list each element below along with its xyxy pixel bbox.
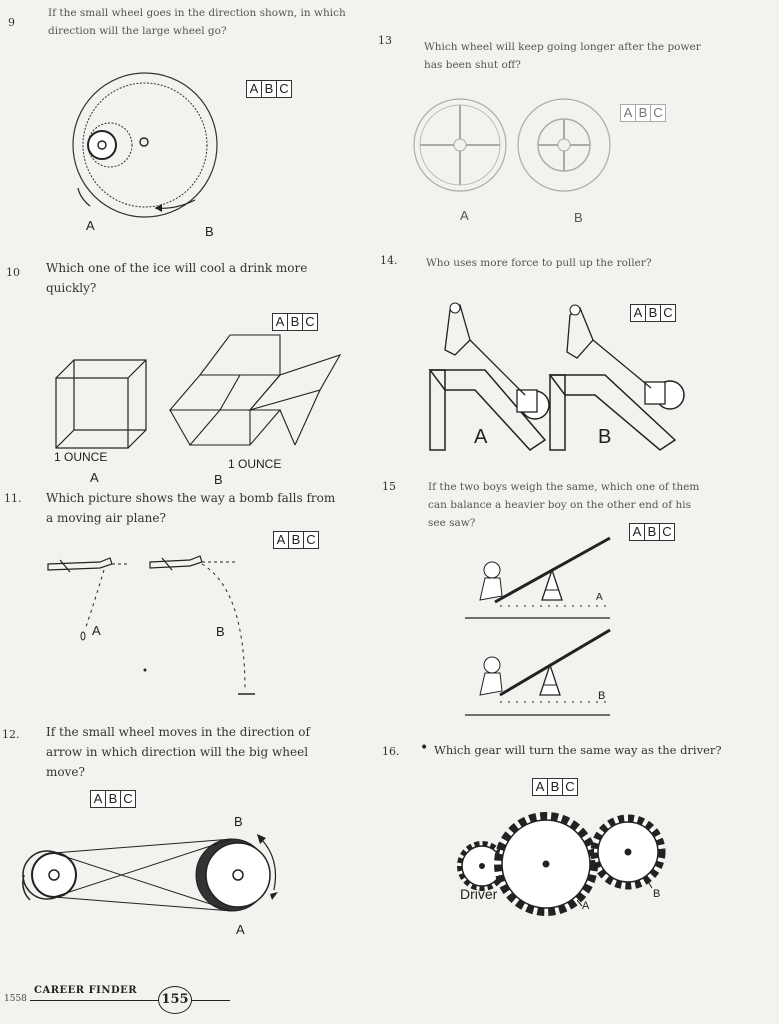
q15-seesaw-diagram	[460, 530, 720, 720]
q16-label-driver: Driver	[460, 886, 498, 902]
q12-option-a[interactable]: A	[91, 791, 106, 807]
q15-option-b[interactable]: B	[645, 524, 660, 540]
q14-option-b[interactable]: B	[646, 305, 661, 321]
q14-option-a[interactable]: A	[631, 305, 646, 321]
q10-option-c[interactable]: C	[305, 314, 315, 329]
q11-option-c[interactable]: C	[306, 532, 316, 547]
q14-label-b: B	[598, 426, 612, 448]
q15-text: If the two boys weigh the same, which one of them can balance a heavier boy on the other end of his see saw?	[428, 481, 700, 529]
q10-caption-b: 1 OUNCE	[228, 457, 282, 471]
q16-options[interactable]	[532, 778, 578, 796]
q12-options[interactable]	[90, 790, 136, 808]
q10-ice-cube-diagram	[50, 350, 350, 450]
q14-number: 14.	[380, 254, 398, 267]
q9-label-a: A	[86, 218, 95, 233]
q12-text: If the small wheel moves in the direction of arrow in which direction will the big wheel move?	[46, 725, 310, 779]
q10-options[interactable]	[272, 313, 318, 331]
q13-option-c[interactable]: C	[653, 105, 663, 120]
q16-bullet: •	[420, 740, 429, 756]
q13-number: 13	[378, 34, 392, 47]
q9-option-c[interactable]: C	[279, 81, 289, 96]
q11-text: Which picture shows the way a bomb falls from a moving air plane?	[46, 491, 336, 525]
q11-option-a[interactable]: A	[274, 532, 289, 548]
q16-option-c[interactable]: C	[565, 779, 575, 794]
footer-page-number: 155	[158, 986, 192, 1014]
footer-brand: CAREER FINDER	[34, 985, 138, 996]
q15-option-a[interactable]: A	[630, 524, 645, 540]
q13-option-a[interactable]: A	[621, 105, 636, 121]
q9-option-b[interactable]: B	[262, 81, 277, 97]
q12-label-a: A	[236, 922, 245, 937]
q11-label-b: B	[216, 624, 225, 639]
q14-roller-diagram	[425, 300, 715, 450]
q9-option-a[interactable]: A	[247, 81, 262, 97]
q9-label-b: B	[205, 224, 214, 239]
q11-bomb-path-diagram	[40, 550, 260, 700]
q10-label-a: A	[90, 470, 99, 485]
q15-number: 15	[382, 480, 396, 493]
q11-number: 11.	[4, 492, 22, 505]
q14-text: Who uses more force to pull up the roller?	[426, 257, 652, 269]
q16-label-b: B	[653, 888, 661, 900]
q14-option-c[interactable]: C	[663, 305, 673, 320]
q9-text: If the small wheel goes in the direction shown, in which direction will the large wheel go?	[48, 7, 346, 37]
q13-flywheel-diagram	[412, 85, 622, 205]
q12-belt-diagram	[12, 820, 282, 930]
q13-options[interactable]	[620, 104, 666, 122]
q16-gear-diagram	[452, 808, 672, 928]
q11-option-b[interactable]: B	[289, 532, 304, 548]
q12-label-b: B	[234, 814, 243, 829]
q10-text: Which one of the ice will cool a drink more quickly?	[46, 261, 308, 295]
footer-code: 1558	[4, 994, 27, 1004]
q13-option-b[interactable]: B	[636, 105, 651, 121]
q10-number: 10	[6, 266, 20, 279]
q10-option-b[interactable]: B	[288, 314, 303, 330]
q16-label-a: A	[582, 900, 590, 912]
q10-option-a[interactable]: A	[273, 314, 288, 330]
q9-number: 9	[8, 16, 15, 29]
q12-number: 12.	[2, 728, 20, 741]
q16-option-a[interactable]: A	[533, 779, 548, 795]
q10-caption-a: 1 OUNCE	[54, 450, 108, 464]
q15-label-a: A	[596, 592, 603, 603]
q16-text: Which gear will turn the same way as the driver?	[434, 743, 722, 757]
q11-options[interactable]	[273, 531, 319, 549]
q11-label-a: A	[92, 623, 101, 638]
q13-label-a: A	[460, 208, 469, 223]
q13-label-b: B	[574, 210, 583, 225]
q14-label-a: A	[474, 426, 488, 448]
q9-options[interactable]	[246, 80, 292, 98]
q12-option-b[interactable]: B	[106, 791, 121, 807]
q15-option-c[interactable]: C	[662, 524, 672, 539]
q12-option-c[interactable]: C	[123, 791, 133, 806]
q15-label-b: B	[598, 690, 606, 702]
q10-label-b: B	[214, 472, 223, 487]
q16-number: 16.	[382, 745, 400, 758]
footer-rule	[30, 1000, 230, 1001]
q13-text: Which wheel will keep going longer after the power has been shut off?	[424, 41, 701, 71]
q16-option-b[interactable]: B	[548, 779, 563, 795]
q9-wheel-diagram	[70, 70, 230, 230]
